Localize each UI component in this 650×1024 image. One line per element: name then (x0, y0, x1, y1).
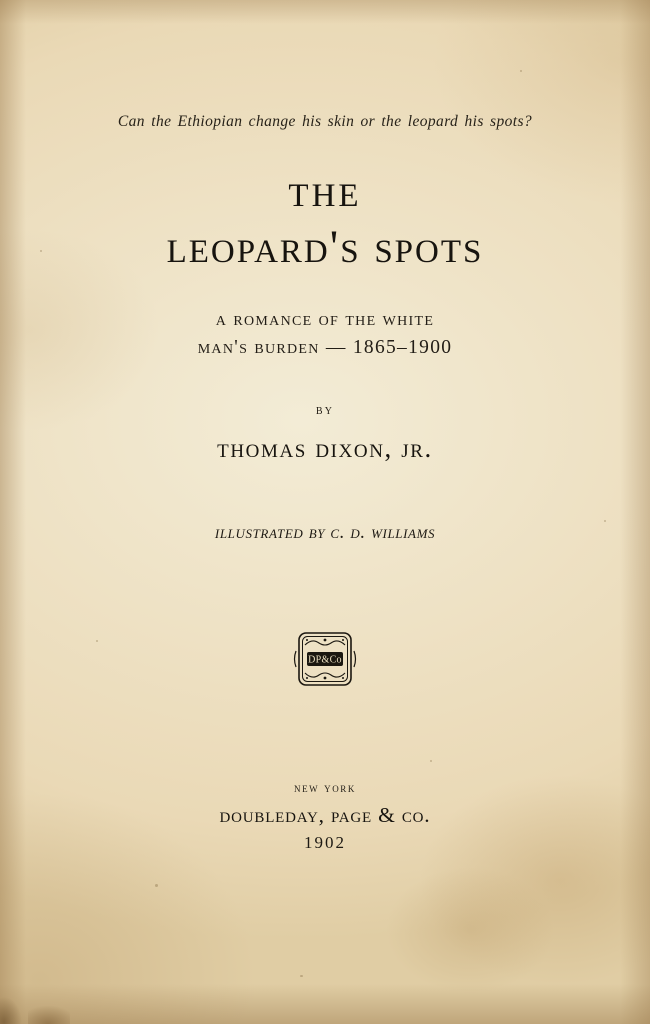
paper-corner-tear (28, 990, 70, 1024)
paper-speck (520, 70, 522, 72)
imprint-year: 1902 (304, 833, 346, 853)
publisher-device-icon (290, 628, 360, 690)
epigraph-line: Can the Ethiopian change his skin or the leopard his spots? (117, 113, 533, 130)
book-subtitle (0, 306, 650, 363)
byline-label: by (315, 402, 335, 419)
book-title-line-2: leopard's spots (166, 220, 484, 273)
paper-edge-bottom-shadow (0, 984, 650, 1024)
title-page-text-block (0, 113, 650, 853)
svg-text:DP&Co: DP&Co (308, 655, 342, 667)
book-title-line-1: the (288, 165, 362, 217)
imprint-block (0, 780, 650, 853)
paper-speck (155, 884, 158, 887)
paper-corner-tear-secondary (0, 978, 34, 1024)
illustrator-credit: illustrated by c. d. williams (214, 522, 436, 544)
imprint-city: new york (293, 780, 357, 796)
paper-edge-top-shadow (0, 0, 650, 24)
book-subtitle-line-2: man's burden — 1865–1900 (197, 337, 453, 359)
book-subtitle-line-1: a romance of the white (215, 308, 435, 330)
imprint-publisher: doubleday, page & co. (219, 803, 431, 828)
paper-speck (300, 975, 303, 977)
publisher-device-wrapper (0, 628, 650, 690)
author-name: thomas dixon, jr. (217, 433, 433, 464)
